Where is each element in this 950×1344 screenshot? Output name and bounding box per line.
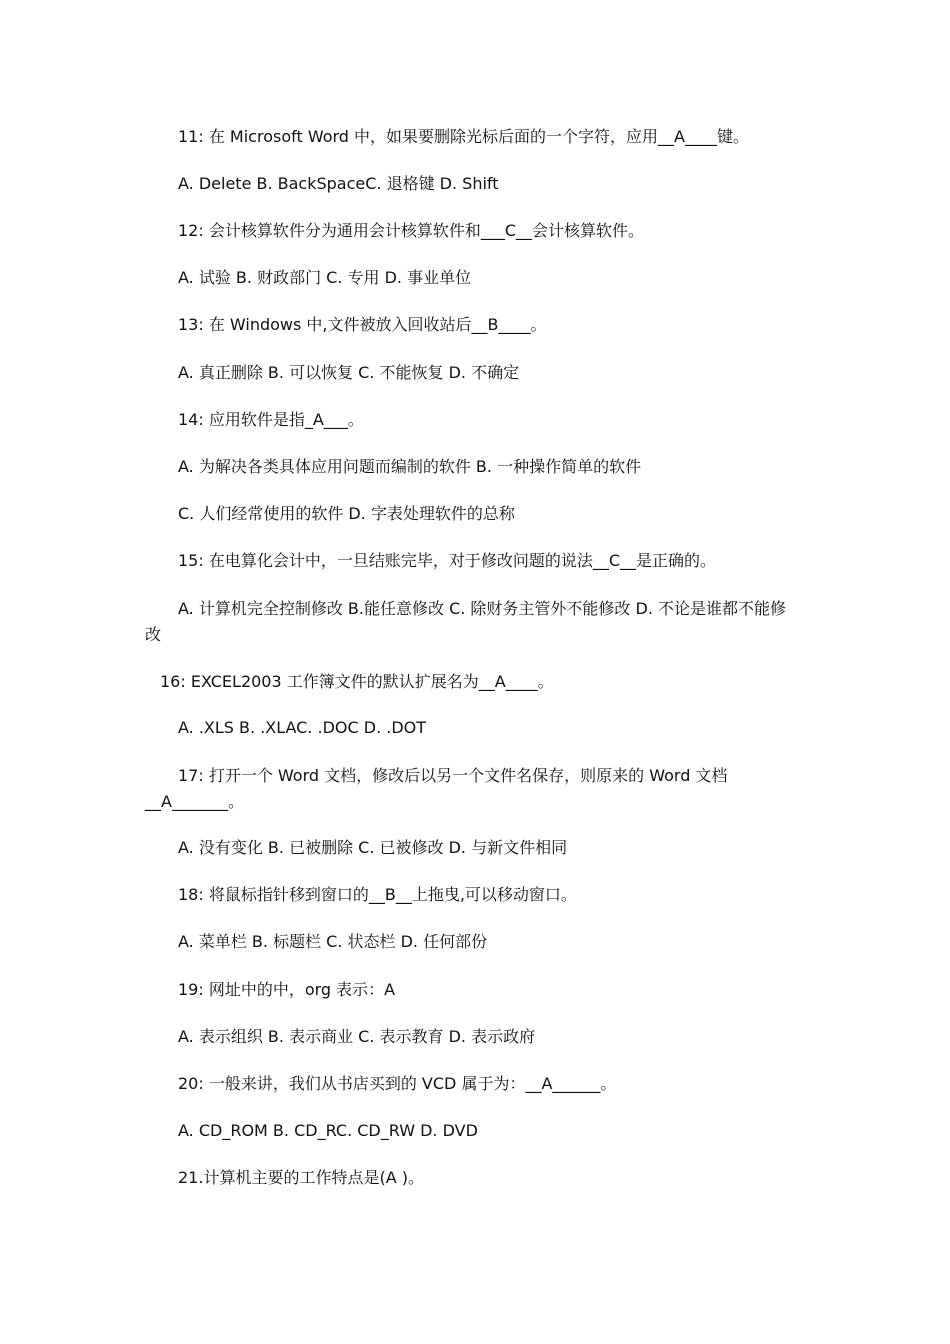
options-15: A. 计算机完全控制修改 B.能任意修改 C. 除财务主管外不能修改 D. 不论是谁都不能修改: [145, 599, 786, 644]
question-20: 20: 一般来讲，我们从书店买到的 VCD 属于为：__A______。: [178, 1074, 617, 1093]
options-16: A. .XLS B. .XLAC. .DOC D. .DOT: [178, 718, 427, 737]
question-17: 17: 打开一个 Word 文档，修改后以另一个文件名保存，则原来的 Word 文档__A_______。: [145, 766, 728, 811]
question-19: 19: 网址中的中，org 表示：A: [178, 980, 396, 999]
options-19: A. 表示组织 B. 表示商业 C. 表示教育 D. 表示政府: [178, 1027, 536, 1046]
question-12: 12: 会计核算软件分为通用会计核算软件和___C__会计核算软件。: [178, 221, 645, 240]
question-13: 13: 在 Windows 中,文件被放入回收站后__B____。: [178, 315, 547, 334]
options-11: A. Delete B. BackSpaceC. 退格键 D. Shift: [178, 174, 499, 193]
options-17: A. 没有变化 B. 已被删除 C. 已被修改 D. 与新文件相同: [178, 838, 568, 857]
options-18: A. 菜单栏 B. 标题栏 C. 状态栏 D. 任何部份: [178, 932, 488, 951]
question-16: 16: EXCEL2003 工作簿文件的默认扩展名为__A____。: [160, 672, 554, 691]
options-13: A. 真正删除 B. 可以恢复 C. 不能恢复 D. 不确定: [178, 363, 520, 382]
question-21: 21.计算机主要的工作特点是(A )。: [178, 1168, 424, 1187]
options-12: A. 试验 B. 财政部门 C. 专用 D. 事业单位: [178, 268, 472, 287]
question-11: 11: 在 Microsoft Word 中，如果要删除光标后面的一个字符，应用__A____键。: [178, 127, 749, 146]
options-14-ab: A. 为解决各类具体应用问题而编制的软件 B. 一种操作简单的软件: [178, 457, 642, 476]
question-15: 15: 在电算化会计中，一旦结账完毕，对于修改问题的说法__C__是正确的。: [178, 551, 717, 570]
options-20: A. CD_ROM B. CD_RC. CD_RW D. DVD: [178, 1121, 478, 1140]
options-14-cd: C. 人们经常使用的软件 D. 字表处理软件的总称: [178, 504, 515, 523]
question-18: 18: 将鼠标指针移到窗口的__B__上拖曳,可以移动窗口。: [178, 885, 577, 904]
question-14: 14: 应用软件是指_A___。: [178, 410, 364, 429]
